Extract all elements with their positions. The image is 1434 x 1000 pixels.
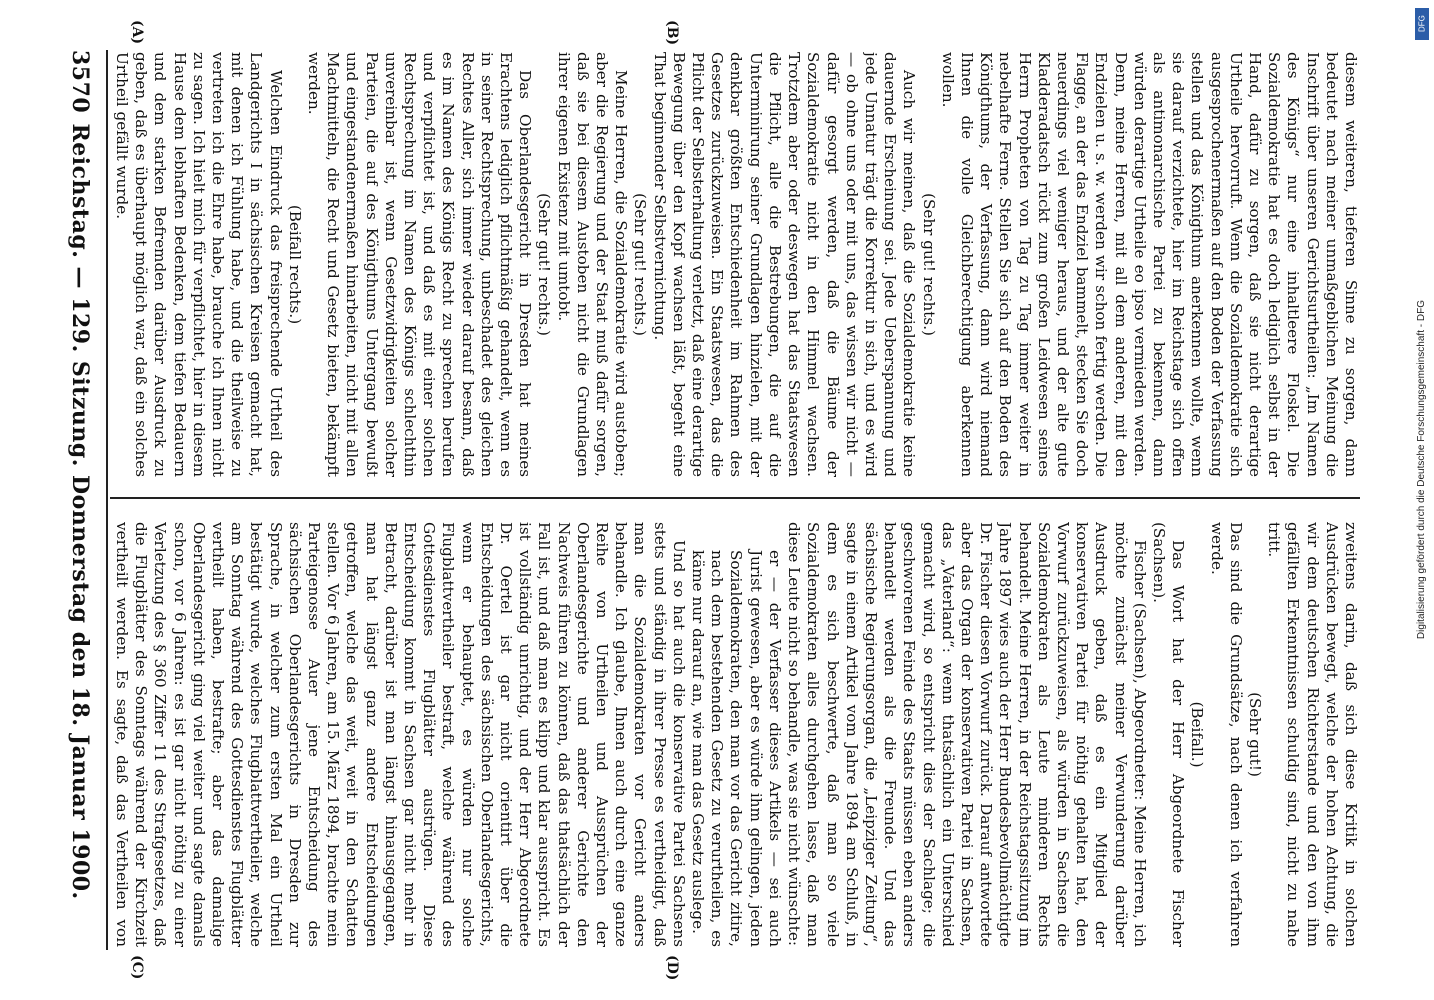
interjection: (Sehr gut!) [1245, 692, 1264, 777]
paragraph: Das sind die Grundsätze, nach denen ich verfahren werde. [1207, 522, 1245, 947]
interjection: (Sehr gut! rechts.) [535, 193, 554, 336]
margin-mark-c: (C) [129, 955, 145, 980]
paragraph: er — der Verfasser dieses Artikels — sei auch Jurist gewesen, aber es würde ihm gelingen, jeden Sozialdemokraten, den man vor das Gericht zitire, nach dem bestehenden Gesetz zu verurtheilen, es käme nur darauf an, wie man das Gesetz auslege. [689, 550, 784, 947]
digitization-note: Digitalisierung gefördert durch die Deutsche Forschungsgemeinschaft - DFG [1416, 300, 1427, 640]
paragraph: diesem weiteren, tieferen Sinne zu sorgen, dann bedeutet nach meiner unmaßgeblichen Meinung die Inschrift über unseren Gerichtsurtheilen: „Im Namen des Königs“ nur eine inhaltleere Floskel. Die Sozialdemokratie hat es doch lediglich selbst in der Hand, dafür zu sorgen, daß sie nicht derartige Urtheile hervorruft. Wenn die Sozialdemokratie sich ausgesprochenermaßen auf den Boden der Verfassung stellen und das Königthum anerkennen wollte, wenn sie darauf verzichtete, hier im Reichstage sich offen als antimonarchische Partei zu bekennen, dann würden derartige Urtheile eo ipso vermieden werden. Denn, meine Herren, mit all dem anderen, mit den Endzielen u. s. w. werden wir schon fertig werden. Die Flagge, an der das Endziel bammelt, stecken Sie doch neuerdings viel weniger heraus, und der alte gute Kladderadatsch rückt zum großen Leidwesen seines Herrn Propheten von Tag zu Tag immer weiter in nebelhafte Ferne. Stellen Sie sich auf den Boden des Königthums, der Verfassung, dann wird niemand Ihnen die volle Gleichberechtigung aberkennen wollen. [938, 52, 1360, 477]
paragraph: Meine Herren, die Sozialdemokratie wird austoben; aber die Regierung und der Staat muß dafür sorgen, daß sie bei diesem Austoben nicht die Grundlagen ihrer eigenen Existenz mit umtobt. [554, 52, 631, 477]
interjection: (Sehr gut! rechts.) [919, 193, 938, 336]
page-number: 3570 [67, 50, 93, 114]
margin-mark-b: (B) [664, 20, 680, 46]
dfg-badge: DFG [1415, 8, 1429, 40]
interjection: (Sehr gut! rechts.) [631, 193, 650, 336]
interjection: (Beifall rechts.) [285, 204, 304, 325]
column-divider [110, 497, 1360, 499]
margin-mark-a: (A) [129, 20, 145, 45]
interjection: (Beifall.) [1188, 701, 1207, 768]
page-title: Reichstag. — 129. Sitzung. Donnerstag den 18. Januar 1900. [67, 123, 93, 900]
paragraph: zweitens darin, daß sich diese Kritik in solchen Ausdrücken bewegt, welche der hohen Achtung, die wir dem deutschen Richterstande und den von ihm gefällten Erkenntnissen schuldig sind, nicht zu nahe tritt. [1265, 522, 1360, 947]
left-text-column [112, 52, 1360, 477]
paragraph: Auch wir meinen, daß die Sozialdemokratie keine dauernde Erscheinung sei. Jede Ueberspannung und jede Unnatur trägt die Korrektur in sich, und es wird — ob ohne uns oder mit uns, das wissen wir nicht — dafür gesorgt werden, daß die Bäume der Sozialdemokratie nicht in den Himmel wachsen. Trotzdem aber oder deswegen hat das Staatswesen die Pflicht, alle die Bestrebungen, die auf die Unterminirung seiner Grundlagen hinzielen, mit der denkbar größten Entschiedenheit im Rahmen des Gesetzes zurückzuweisen. Ein Staatswesen, das die Pflicht der Selbsterhaltung verletzt, daß eine derartige Bewegung über den Kopf wachsen läßt, begeht eine That beginnender Selbstvernichtung. [650, 52, 919, 477]
paragraph: Das Wort hat der Herr Abgeordnete Fischer (Sachsen). [1149, 522, 1188, 947]
paragraph: Welchen Eindruck das freisprechende Urtheil des Landgerichts I in sächsischen Kreisen gemacht hat, mit denen ich Fühlung habe, und die theilweise zu vertreten ich die Ehre habe, brauche ich Ihnen nicht zu sagen. Ich hielt mich für verpflichtet, hier in diesem Hause dem lebhaften Bedenken, dem tiefen Bedauern und dem starken Befremden darüber Ausdruck zu geben, daß es überhaupt möglich war, daß ein solches Urtheil gefällt wurde. [113, 52, 285, 477]
header-rule [106, 50, 108, 950]
paragraph: Das Oberlandesgericht in Dresden hat meines Erachtens lediglich pflichtmäßig gehandelt, wenn es in seiner Rechtsprechung, unbeschadet des gleichen Rechtes Aller, sich immer wieder darauf besann, daß es im Namen des Königs Recht zu sprechen berufen und verpflichtet ist, und daß es mit einer solchen Rechtsprechung im Namen des Königs schlechthin unvereinbar ist, wenn Gesetzwidrigkeiten solcher Parteien, die auf des Königthums Untergang bewußt und eingestandenermaßen hinarbeiten, nicht mit allen Machtmitteln, die Recht und Gesetz bieten, bekämpft werden. [305, 52, 535, 477]
page-header [60, 50, 100, 950]
paragraph: Fischer (Sachsen), Abgeordneter: Meine Herren, ich möchte zunächst meiner Verwunderung darüber Ausdruck geben, daß es ein Mitglied der konservativen Partei für nöthig gehalten hat, den Vorwurf zurückzuweisen, als würden in Sachsen die Sozialdemokraten als Leute minderen Rechts behandelt. Meine Herren, in der Reichstagssitzung im Jahre 1897 wies auch der Herr Bundesbevollmächtigte Dr. Fischer diesen Vorwurf zurück. Darauf antwortete aber das Organ der konservativen Partei in Sachsen, das „Vaterland“: wenn thatsächlich ein Unterschied gemacht wird, so entspricht dies der Sachlage; die geschworenen Feinde des Staats müssen eben anders behandelt werden als die Freunde. Und das sächsische Regierungsorgan, die „Leipziger Zeitung“, sagte in einem Artikel vom Jahre 1894 am Schluß, in dem es sich beschwerte, daß man so viele Sozialdemokraten alles durchgehen lasse, daß man diese Leute nicht so behandle, was sie nicht wünschte: [785, 522, 1149, 947]
paragraph: Und so hat auch die konservative Partei Sachsens stets und ständig in ihrer Presse es vertheidigt, daß man die Sozialdemokraten vor Gericht anders behandle. Ich glaube, Ihnen auch durch eine ganze Reihe von Urtheilen und Aussprüchen der Oberlandesgerichte und anderer Gerichte den Nachweis führen zu können, daß das thatsächlich der Fall ist, und daß man es klipp und klar ausspricht. Es ist vollständig unrichtig, und der Herr Abgeordnete Dr. Oertel ist gar nicht orientirt über die Entscheidungen des sächsischen Oberlandesgerichts, wenn er behauptet, es würden nur solche Flugblattvertheiler bestraft, welche während des Gottesdienstes Flugblätter austrügen. Diese Entscheidung kommt in Sachsen gar nicht mehr in Betracht, darüber ist man längst hinausgegangen, man hat längst ganz andere Entscheidungen getroffen, welche das weit, weit in den Schatten stellen. Vor 6 Jahren, am 15. März 1894, brachte mein Parteigenosse Auer jene Entscheidung des sächsischen Oberlandesgerichts in Dresden zur Sprache, in welcher zum ersten Mal ein Urtheil bestätigt wurde, welches Flugblattvertheiler, welche am Sonntag während des Gottesdienstes Flugblätter vertheilt haben, bestrafte; aber das damalige Oberlandesgericht ging viel weiter und sagte damals schon, vor 6 Jahren: es ist gar nicht nöthig zu einer Verletzung des § 360 Ziffer 11 des Strafgesetzes, daß die Flugblätter des Sonntags während der Kirchzeit vertheilt werden. Es sagte, daß das Vertheilen von [113, 522, 688, 947]
margin-mark-d: (D) [664, 955, 680, 981]
right-text-column [112, 522, 1360, 947]
